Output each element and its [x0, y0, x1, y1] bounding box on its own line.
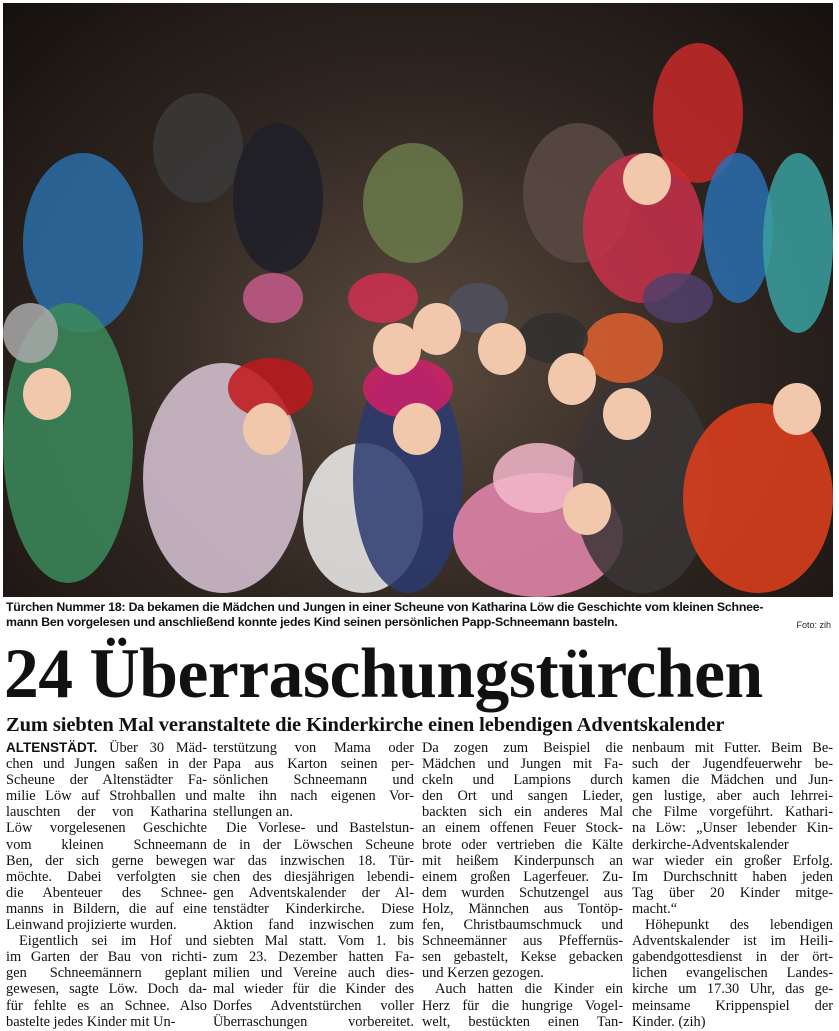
photo-figure: [243, 273, 303, 323]
caption-line: Türchen Nummer 18: Da bekamen die Mädchen und Jungen in einer Scheune von Katharina Löw die Geschichte vom kleinen Schnee-: [6, 600, 764, 614]
article-column-4: [632, 740, 833, 1030]
article-photo-children-group: [3, 3, 833, 597]
article-line: tenstädter Kinderkirche. Diese: [213, 900, 414, 917]
article-column-2: [213, 740, 414, 1030]
article-line: gen Adventskalender der Al-: [213, 884, 414, 901]
article-line: na Löw: „Unser lebender Kin-: [632, 820, 833, 837]
article-line: und Kerzen gezogen.: [422, 965, 544, 982]
photo-figure: [3, 303, 58, 363]
photo-figure: [763, 153, 833, 333]
article-line: war wieder ein großer Erfolg.: [632, 852, 833, 869]
article-line: sönlichen Schneemann und: [213, 772, 414, 789]
article-line: [6, 740, 207, 756]
article-line: Schneemänner aus Pfeffernüs-: [422, 933, 623, 950]
article-line: mit heißem Kinderpunsch an: [422, 852, 623, 869]
article-line: welt, bestückten einen Tan-: [422, 1013, 623, 1030]
article-line: milie Löw auf Strohballen und: [6, 788, 207, 805]
article-line: such der Jugendfeuerwehr be-: [632, 756, 833, 773]
article-line: Scheune der Altenstädter Fa-: [6, 772, 207, 789]
article-line: die Abenteuer des Schnee-: [6, 884, 207, 901]
article-line: macht.“: [632, 900, 678, 917]
photo-face: [243, 403, 291, 455]
article-line: Ben, der sich gerne bewegen: [6, 852, 207, 869]
article-line: möchte. Dabei verfolgten sie: [6, 868, 207, 885]
article-line: gen lustige, aber auch lehrrei-: [632, 788, 833, 805]
article-column-1: [6, 740, 207, 1030]
article-line: für fehlte es an Schnee. Also: [6, 997, 207, 1014]
photo-figure: [363, 143, 463, 263]
article-line: kirche um 17.30 Uhr, das ge-: [632, 981, 833, 998]
article-line: stellungen an.: [213, 804, 293, 821]
photo-caption: [6, 600, 834, 630]
article-line: Herz für die hungrige Vogel-: [422, 997, 623, 1014]
photo-figure: [683, 403, 833, 593]
subheadline: Zum siebten Mal veranstaltete die Kinderkirche einen lebendigen Adventskalender: [6, 714, 725, 736]
article-line: chen des diesjährigen lebendi-: [213, 868, 414, 885]
article-line: lauschten der von Katharina: [6, 804, 207, 821]
article-line: bastelte jedes Kinder mit Un-: [6, 1013, 176, 1030]
article-line: Eigentlich sei im Hof und: [19, 933, 207, 950]
photo-face: [23, 368, 71, 420]
photo-face: [478, 323, 526, 375]
article-line: Aktion fand inzwischen zum: [213, 917, 414, 934]
article-line: meinsame Krippenspiel der: [632, 997, 833, 1014]
article-line: manns in Bildern, die auf eine: [6, 900, 207, 917]
article-line: siebten Mal statt. Vom 1. bis: [213, 933, 414, 950]
article-line: mal wieder für die Kinder des: [213, 981, 414, 998]
article-column-3: [422, 740, 623, 1030]
article-line: Auch hatten die Kinder ein: [435, 981, 623, 998]
article-line: sen gebastelt, Kekse gebacken: [422, 949, 623, 966]
article-line: Mädchen und Jungen mit Fa-: [422, 756, 623, 773]
article-line: derkirche-Adventskalender: [632, 836, 789, 853]
photo-face: [373, 323, 421, 375]
article-line: den Ort und sangen Lieder,: [422, 788, 623, 805]
article-line: malte ihn nach eigenen Vor-: [213, 788, 414, 805]
photo-credit: Foto: zih: [796, 620, 831, 630]
article-line: Leinwand projizierte wurden.: [6, 917, 177, 934]
article-line: milien und Vereine auch dies-: [213, 965, 414, 982]
photo-face: [548, 353, 596, 405]
caption-line: mann Ben vorgelesen und anschließend konnte jedes Kind seinen persönlichen Papp-Schneemann basteln.: [6, 615, 618, 629]
photo-figure: [233, 123, 323, 273]
article-line: brote oder vertrieben die Kälte: [422, 836, 623, 853]
article-line: fen, Christbaumschmuck und: [422, 917, 623, 934]
headline: 24 Überraschungstürchen: [4, 635, 763, 713]
article-text: Über 30 Mäd-: [109, 740, 207, 756]
article-line: war das inzwischen 18. Tür-: [213, 852, 414, 869]
photo-face: [393, 403, 441, 455]
article-line: gewesen, sagte Löw. Doch da-: [6, 981, 207, 998]
article-line: dem wurden Schutzengel aus: [422, 884, 623, 901]
article-line: chen und Jungen saßen in der: [6, 756, 207, 773]
article-line: Tag über 20 Kinder mitge-: [632, 884, 833, 901]
article-line: Löw vorgelesenen Geschichte: [6, 820, 207, 837]
article-line: Dorfes Adventstürchen voller: [213, 997, 414, 1014]
article-line: gabendgottesdienst in der ört-: [632, 949, 833, 966]
article-line: terstützung von Mama oder: [213, 740, 414, 756]
article-line: lichen evangelischen Landes-: [632, 965, 833, 982]
article-line: zum 23. Dezember hatten Fa-: [213, 949, 414, 966]
photo-face: [563, 483, 611, 535]
article-line: Da zogen zum Beispiel die: [422, 740, 623, 756]
article-line: Adventskalender ist im Heili-: [632, 933, 833, 950]
article-line: an einem offenen Feuer Stock-: [422, 820, 623, 837]
article-line: che Filme vorgeführt. Kathari-: [632, 804, 833, 821]
photo-figure: [153, 93, 243, 203]
photo-figure: [643, 273, 713, 323]
article-line: nenbaum mit Futter. Beim Be-: [632, 740, 833, 756]
article-line: Holz, Männchen aus Tontöp-: [422, 900, 623, 917]
photo-figure: [348, 273, 418, 323]
article-line: Die Vorlese- und Bastelstun-: [226, 820, 414, 837]
photo-face: [623, 153, 671, 205]
article-line: vom kleinen Schneemann: [6, 836, 207, 853]
article-line: Höhepunkt des lebendigen: [645, 917, 833, 934]
article-line: gen Schneemännern geplant: [6, 965, 207, 982]
photo-face: [603, 388, 651, 440]
article-line: im Garten der Bau von richti-: [6, 949, 207, 966]
article-line: backten sich ein anderes Mal: [422, 804, 623, 821]
article-line: Papa aus Karton seinen per-: [213, 756, 414, 773]
article-line: de in der Löwschen Scheune: [213, 836, 414, 853]
article-line: ckeln und Lampions durch: [422, 772, 623, 789]
article-line: Kinder. (zih): [632, 1013, 706, 1030]
dateline: ALTENSTÄDT.: [6, 740, 98, 755]
article-line: Überraschungen vorbereitet.: [213, 1013, 414, 1030]
article-line: kamen die Mädchen und Jun-: [632, 772, 833, 789]
photo-face: [773, 383, 821, 435]
article-line: Im Durchschnitt haben jeden: [632, 868, 833, 885]
article-line: einem großen Lagerfeuer. Zu-: [422, 868, 623, 885]
